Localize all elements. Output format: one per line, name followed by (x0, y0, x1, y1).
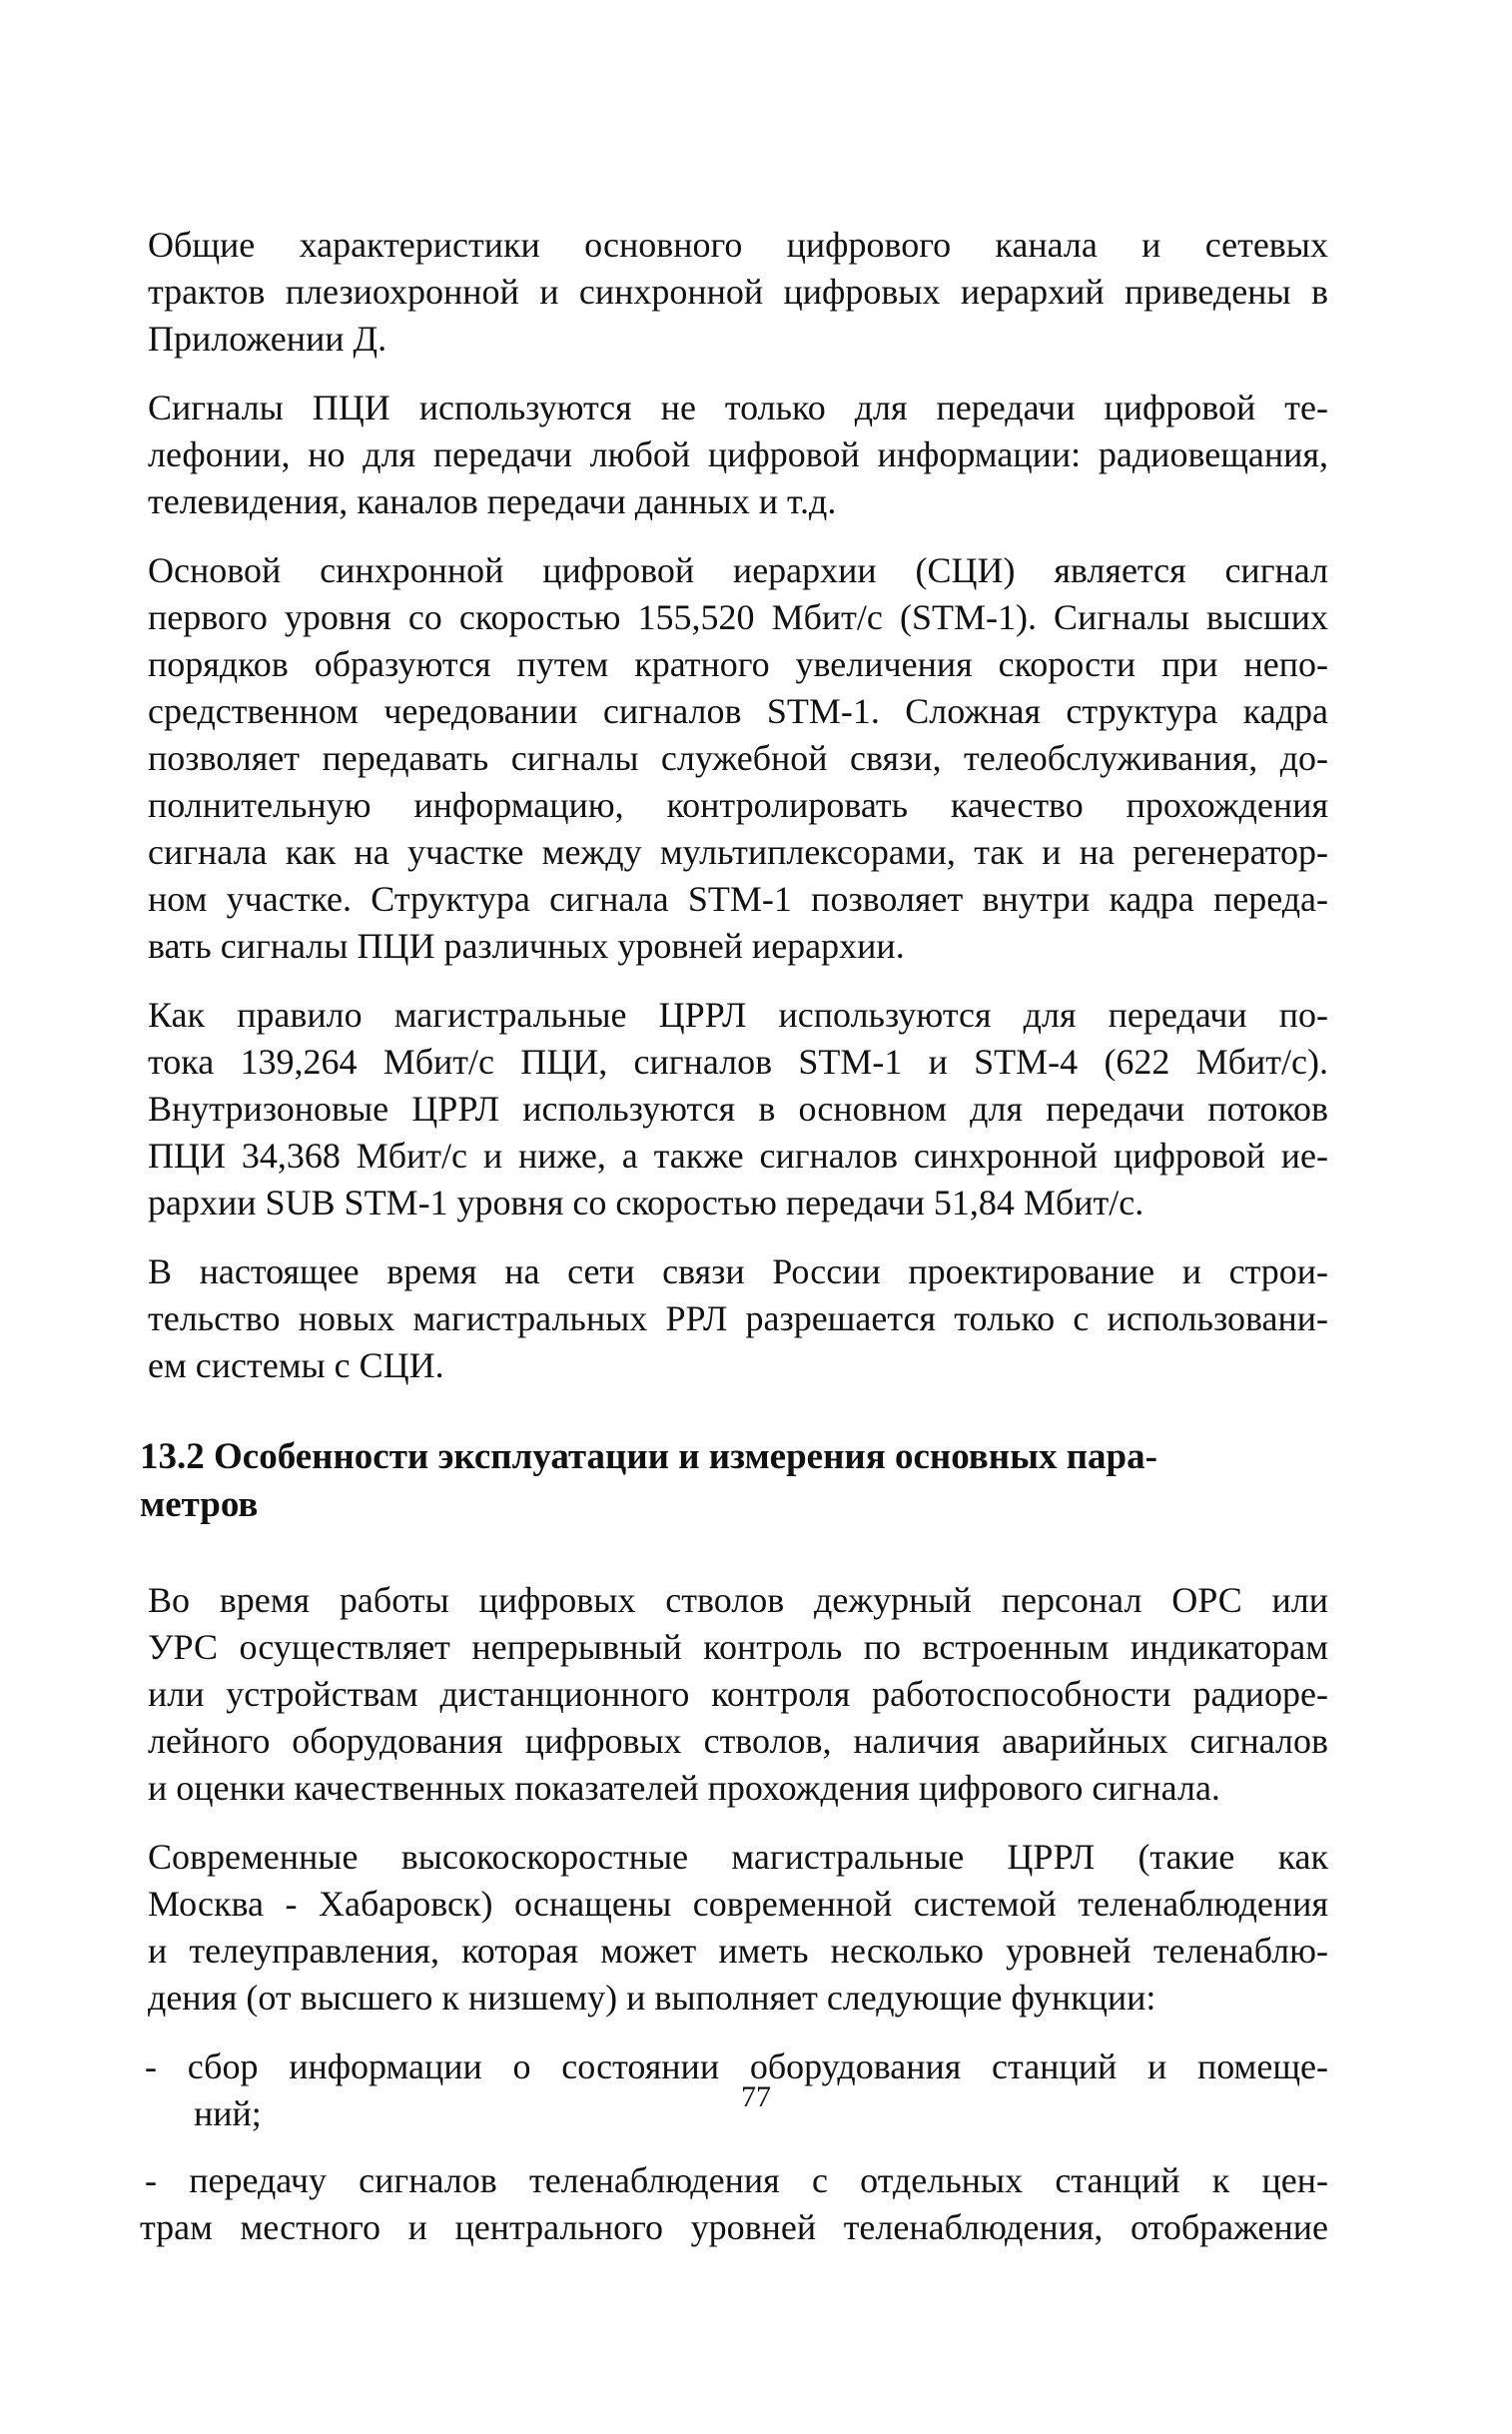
text-line: первого уровня со скоростью 155,520 Мбит/с (STM-1). Сигналы высших (148, 597, 1328, 637)
text-line: ем системы с СЦИ. (148, 1345, 444, 1385)
heading-line: 13.2 Особенности эксплуатации и измерения основных пара- (140, 1436, 1157, 1477)
text-line: трам местного и центрального уровней теленаблюдения, отображение (140, 2207, 1328, 2247)
paragraph-sdh-basics (140, 547, 1328, 970)
paragraph-pdh-signals (140, 385, 1328, 525)
text-line: рархии SUB STM-1 уровня со скоростью передачи 51,84 Мбит/с. (148, 1183, 1144, 1222)
text-line: Москва - Хабаровск) оснащены современной системой теленаблюдения (148, 1884, 1328, 1924)
text-line: средственном чередовании сигналов STM-1. Сложная структура кадра (148, 691, 1328, 731)
paragraph-russia-network (140, 1248, 1328, 1389)
text-line: Сигналы ПЦИ используются не только для передачи цифровой те- (148, 388, 1328, 427)
paragraph-telemonitoring (140, 1834, 1328, 2022)
page-number: 77 (741, 2080, 771, 2113)
text-line: - передачу сигналов теленаблюдения с отдельных станций к цен- (145, 2160, 1328, 2200)
text-line: УРС осуществляет непрерывный контроль по встроенным индикаторам (148, 1627, 1328, 1667)
text-line: Во время работы цифровых стволов дежурный персонал ОРС или (148, 1580, 1328, 1620)
text-line: В настоящее время на сети связи России проектирование и строи- (148, 1251, 1328, 1291)
text-line: Общие характеристики основного цифрового канала и сетевых (148, 225, 1328, 265)
text-line: дения (от высшего к низшему) и выполняет следующие функции: (148, 1978, 1156, 2018)
text-line: вать сигналы ПЦИ различных уровней иерархии. (148, 926, 905, 966)
text-line: порядков образуются путем кратного увеличения скорости при непо- (148, 644, 1328, 684)
paragraph-appendix-reference (140, 222, 1328, 363)
text-line: полнительную информацию, контролировать качество прохождения (148, 785, 1328, 825)
text-line: Современные высокоскоростные магистральные ЦРРЛ (такие как (148, 1837, 1328, 1877)
text-line: трактов плезиохронной и синхронной цифровых иерархий приведены в (148, 272, 1328, 312)
text-line: лейного оборудования цифровых стволов, наличия аварийных сигналов (148, 1721, 1328, 1761)
text-line: тельство новых магистральных РРЛ разрешается только с использовани- (148, 1298, 1328, 1338)
page-body (140, 222, 1328, 2271)
paragraph-duty-staff (140, 1577, 1328, 1812)
section-heading (140, 1433, 1328, 1529)
paragraph-trunk-lines (140, 992, 1328, 1226)
text-line: Внутризоновые ЦРРЛ используются в основном для передачи потоков (148, 1089, 1328, 1129)
text-line: и телеуправления, которая может иметь несколько уровней теленаблю- (148, 1931, 1328, 1971)
text-line: Как правило магистральные ЦРРЛ используются для передачи по- (148, 995, 1328, 1035)
text-line: ний; (194, 2093, 262, 2133)
list-item (140, 2157, 1328, 2251)
text-line: и оценки качественных показателей прохождения цифрового сигнала. (148, 1768, 1220, 1808)
text-line: ном участке. Структура сигнала STM-1 позволяет внутри кадра переда- (148, 879, 1328, 919)
text-line: Приложении Д. (148, 319, 387, 359)
text-line: тока 139,264 Мбит/с ПЦИ, сигналов STM-1 и STM-4 (622 Мбит/с). (148, 1042, 1328, 1082)
text-line: сигнала как на участке между мультиплексорами, так и на регенератор- (148, 832, 1328, 872)
text-line: Основой синхронной цифровой иерархии (СЦИ) является сигнал (148, 550, 1328, 590)
text-line: телевидения, каналов передачи данных и т.д. (148, 481, 837, 521)
text-line: или устройствам дистанционного контроля работоспособности радиоре- (148, 1674, 1328, 1714)
text-line: ПЦИ 34,368 Мбит/с и ниже, а также сигналов синхронной цифровой ие- (148, 1136, 1328, 1176)
text-line: лефонии, но для передачи любой цифровой информации: радиовещания, (148, 434, 1328, 474)
text-line: - сбор информации о состоянии оборудования станций и помеще- (145, 2046, 1328, 2086)
heading-line: метров (140, 1484, 259, 1525)
text-line: позволяет передавать сигналы служебной связи, телеобслуживания, до- (148, 738, 1328, 778)
